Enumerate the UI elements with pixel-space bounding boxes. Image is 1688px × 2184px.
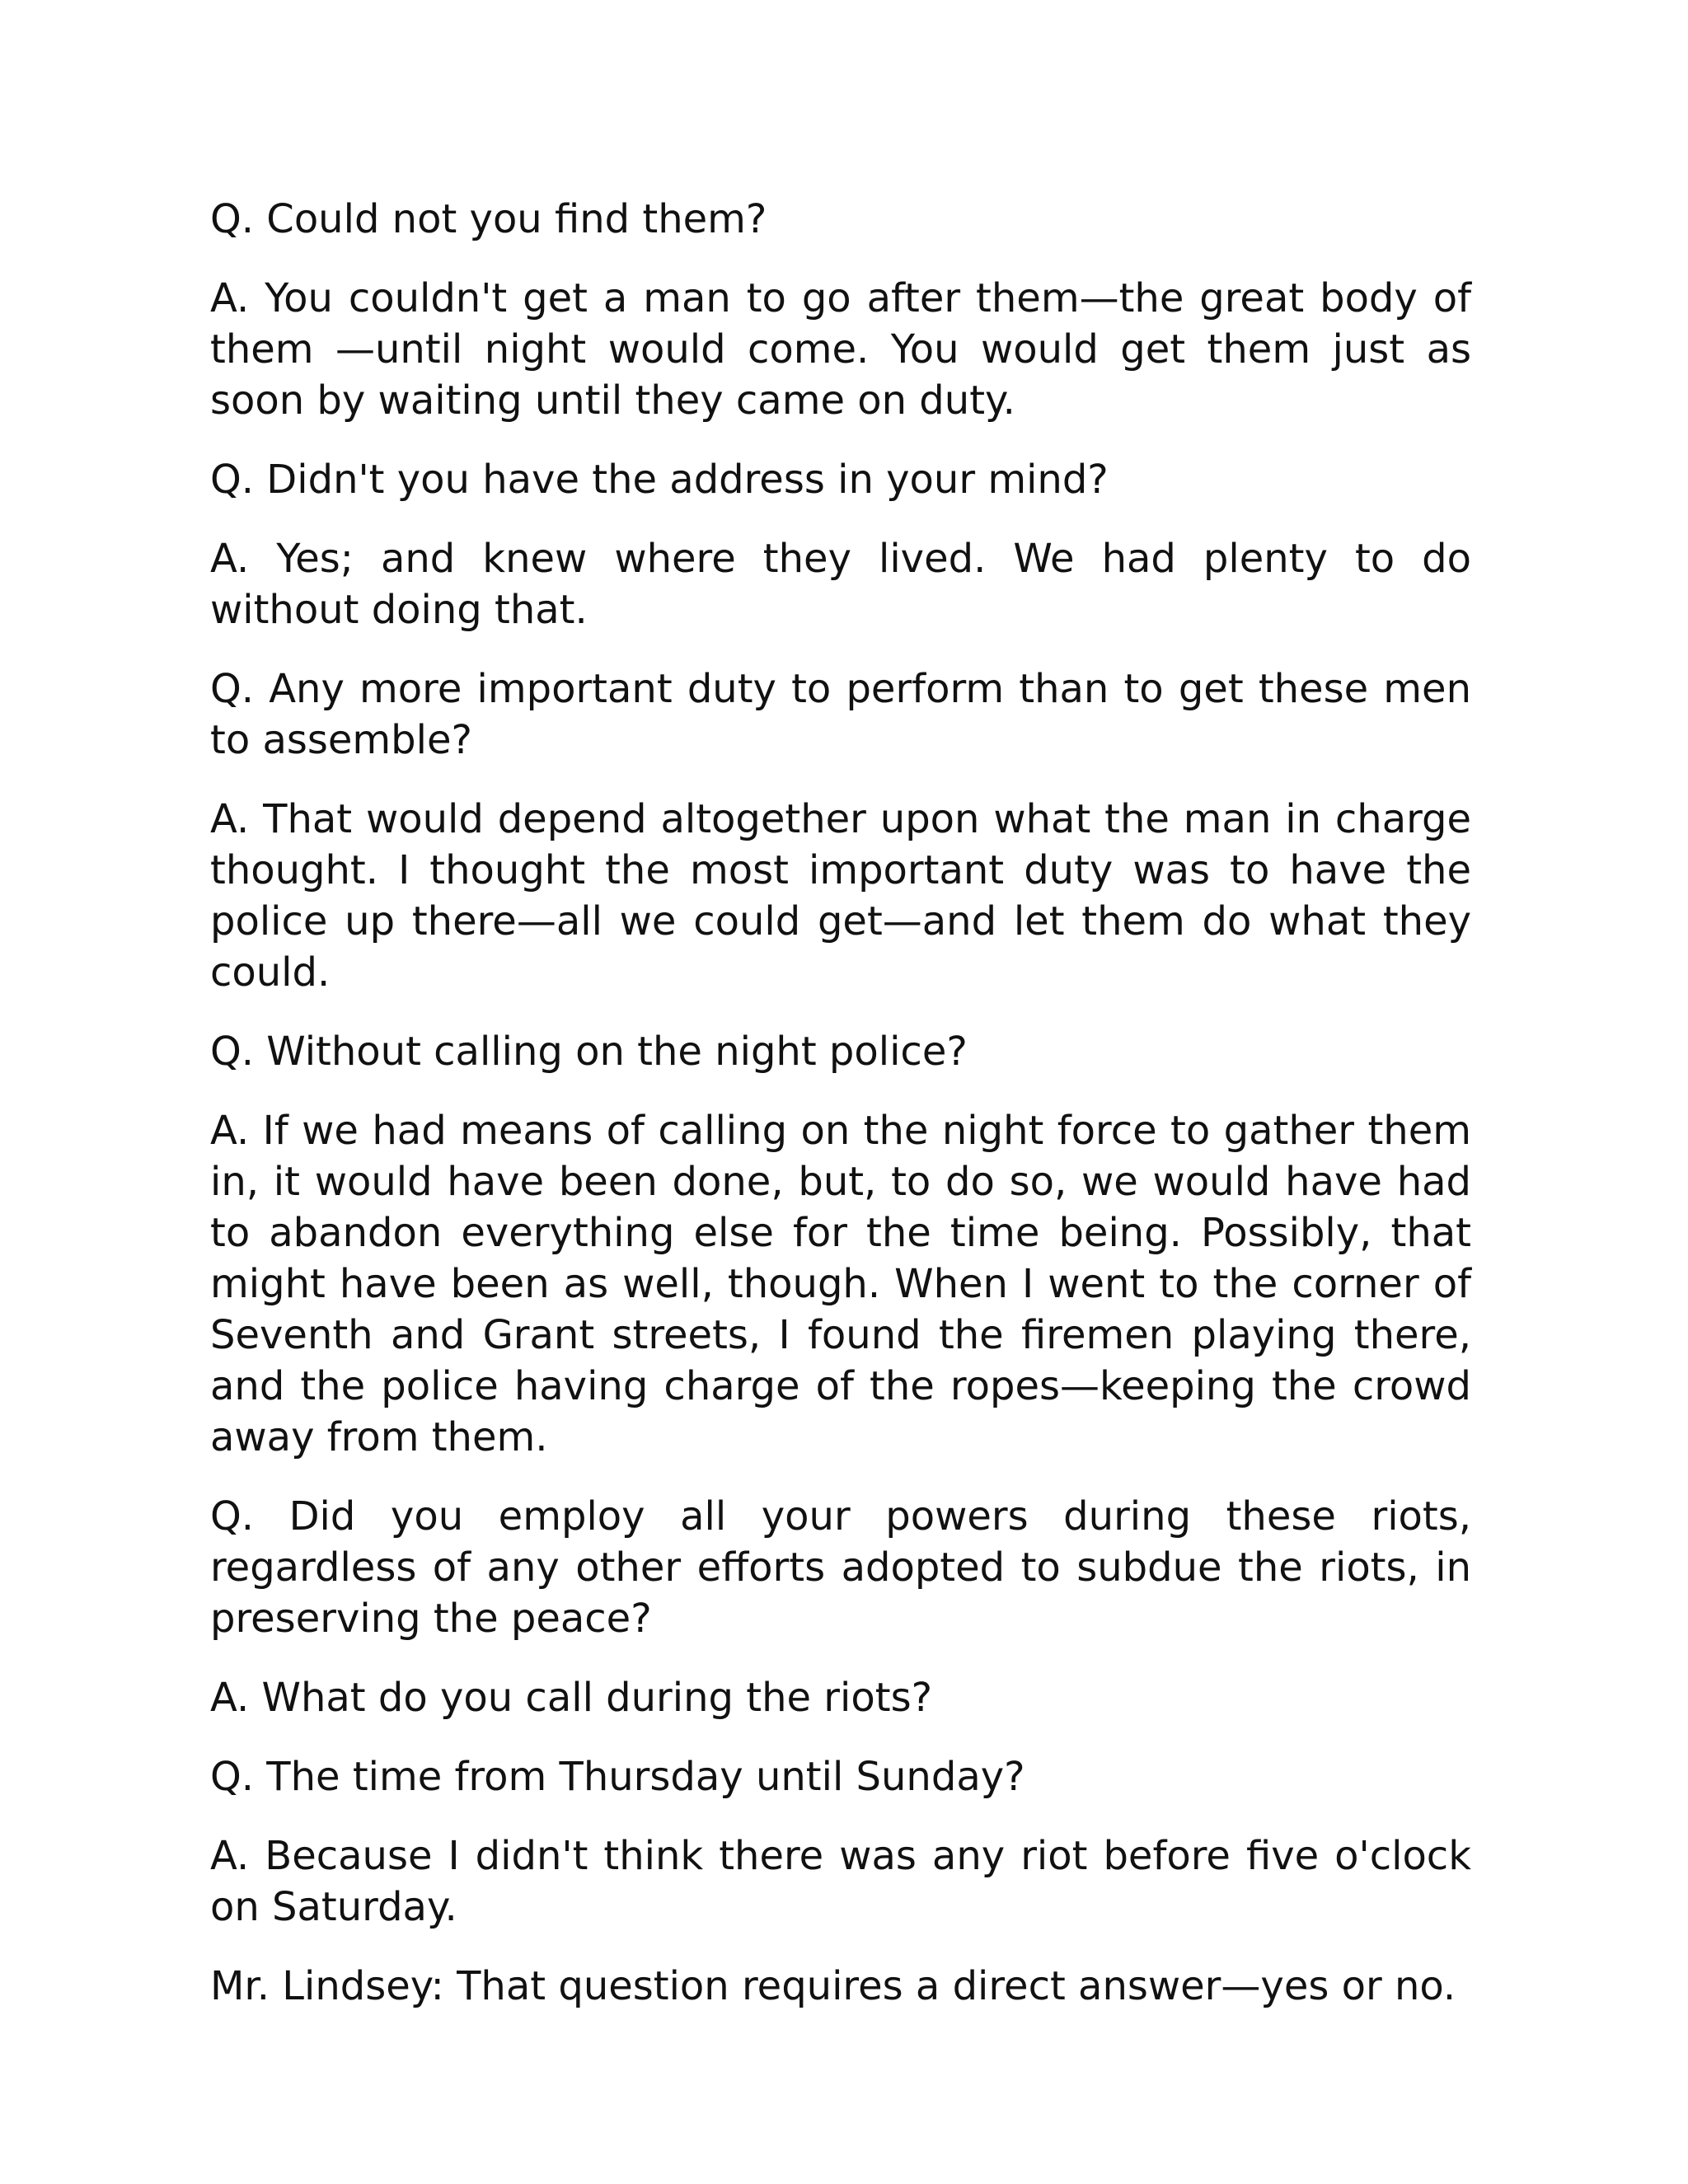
question-paragraph: Q. Without calling on the night police? [210, 1029, 968, 1075]
question-paragraph: Q. Didn't you have the address in your mind? [210, 457, 1109, 503]
question-paragraph: Q. Any more important duty to perform than to get these men to assemble? [210, 666, 1471, 763]
answer-paragraph: A. Because I didn't think there was any riot before five o'clock on Saturday. [210, 1833, 1471, 1930]
speaker-paragraph: Mr. Lindsey: That question requires a direct answer—yes or no. [210, 1963, 1456, 2009]
answer-paragraph: A. You couldn't get a man to go after them—the great body of them —until night would come. You would get them just as soon by waiting until they came on duty. [210, 275, 1471, 424]
answer-paragraph: A. What do you call during the riots? [210, 1675, 933, 1721]
question-paragraph: Q. Could not you find them? [210, 196, 767, 242]
answer-paragraph: A. Yes; and knew where they lived. We had plenty to do without doing that. [210, 536, 1471, 633]
answer-paragraph: A. If we had means of calling on the night force to gather them in, it would have been done, but, to do so, we would have had to abandon everything else for the time being. Possibly, that might have been as well, though. When I went to the corner of Seventh and Grant streets, I found the firemen playing there, and the police having charge of the ropes—keeping the crowd away from them. [210, 1108, 1471, 1460]
question-paragraph: Q. The time from Thursday until Sunday? [210, 1754, 1025, 1800]
answer-paragraph: A. That would depend altogether upon what the man in charge thought. I thought the most important duty was to have the police up there—all we could get—and let them do what they could. [210, 796, 1471, 996]
question-paragraph: Q. Did you employ all your powers during these riots, regardless of any other efforts adopted to subdue the riots, in preserving the peace? [210, 1493, 1471, 1642]
testimony-text [210, 194, 1471, 2040]
